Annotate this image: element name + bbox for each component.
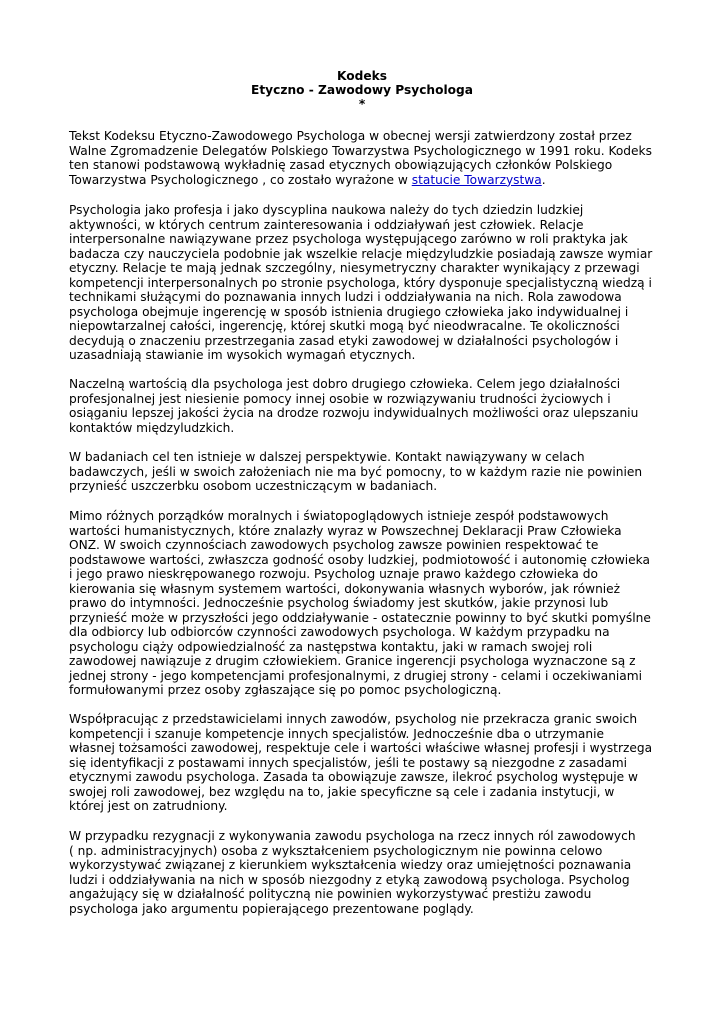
text-line: zawodowej nawiązuje z drugim człowiekiem. Granice ingerencji psychologa wyznaczone są z: [69, 654, 636, 668]
paragraph-research: [69, 450, 659, 494]
text-line: własnej tożsamości zawodowej, respektuje cele i wartości właściwe własnej profesji i wystrzega: [69, 741, 653, 755]
text-segment: .: [541, 172, 546, 187]
text-line: ten stanowi podstawową wykładnię zasad etycznych obowiązujących członków Polskiego: [69, 158, 613, 172]
paragraph-psychology-profession: [69, 203, 659, 363]
text-line: profesjonalnej jest niesienie pomocy innej osobie w rozwiązywaniu trudności życiowych i: [69, 391, 611, 406]
text-line: kompetencji interpersonalnych po stronie psychologa, który dysponuje specjalistyczną wiedzą i: [69, 275, 652, 290]
text-line: technikami służącymi do poznawania innych ludzi i oddziaływania na nich. Rola zawodowa: [69, 290, 622, 304]
text-line: badacza czy nauczyciela podobnie jak wszelkie relacje międzyludzkie posiadają zawsze wymiar: [69, 246, 653, 261]
text-line: ludzi i oddziaływania na nich w sposób niezgodny z etyką zawodową psychologa. Psycholog: [69, 872, 630, 887]
text-line: której jest on zatrudniony.: [69, 799, 228, 813]
text-line: wykorzystywać związanej z kierunkiem wykształcenia wiedzy oraz umiejętności poznawania: [69, 858, 632, 872]
text-segment: Towarzystwa Psychologicznego , co zostało wyrażone w: [69, 172, 412, 187]
paragraph-intro: [69, 129, 659, 187]
text-line: Walne Zgromadzenie Delegatów Polskiego Towarzystwa Psychologicznego w 1991 roku. Kodeks: [69, 143, 652, 158]
text-line: interpersonalne nawiązywane przez psychologa występującego zarówno w roli praktyka jak: [69, 232, 628, 246]
text-line: prawo do intymności. Jednocześnie psycholog świadomy jest skutków, jakie przynosi lub: [69, 596, 609, 610]
text-line: formułowanymi przez osoby zgłaszające się po pomoc psychologiczną.: [69, 683, 502, 697]
text-line: W badaniach cel ten istnieje w dalszej perspektywie. Kontakt nawiązywany w celach: [69, 450, 585, 464]
paragraph-human-values: [69, 509, 659, 698]
paragraph-career-change: [69, 829, 659, 916]
text-line: ( np. administracyjnych) osoba z wykształceniem psychologicznym nie powinna celowo: [69, 843, 603, 858]
text-line: i jego prawo nieskrępowanego rozwoju. Psycholog uznaje prawo każdego człowieka do: [69, 567, 598, 581]
text-line: kontaktów międzyludzkich.: [69, 420, 235, 435]
text-line: osiąganiu lepszej jakości życia na drodze rozwoju indywidualnych możliwości oraz ulepszaniu: [69, 406, 639, 420]
text-line: Współpracując z przedstawicielami innych zawodów, psycholog nie przekracza granic swoich: [69, 712, 638, 726]
statute-link[interactable]: statucie Towarzystwa: [411, 172, 542, 187]
text-line: jednej strony - jego kompetencjami profesjonalnymi, z drugiej strony - celami i oczekiwaniami: [69, 668, 643, 683]
text-line-with-link: [69, 173, 659, 188]
text-line: się identyfikacji z postawami innych specjalistów, jeśli te postawy są niezgodne z zasadami: [69, 755, 627, 770]
text-line: przynieść może w przyszłości jego oddziaływanie - ostatecznie powinny to być skutki pomyślne: [69, 610, 651, 625]
paragraph-cooperation: [69, 712, 659, 814]
text-line: wartości humanistycznych, które znalazły wyraz w Powszechnej Deklaracji Praw Człowieka: [69, 523, 622, 538]
text-line: angażujący się w działalność polityczną nie powinien wykorzystywać prestiżu zawodu: [69, 887, 592, 901]
text-line: kompetencji i szanuje kompetencje innych specjalistów. Jednocześnie dba o utrzymanie: [69, 726, 604, 741]
text-line: psychologu ciąży odpowiedzialność za następstwa kontaktu, jaki w ramach swojej roli: [69, 639, 593, 654]
header-title-line-2: Etyczno - Zawodowy Psychologa: [251, 83, 473, 97]
text-line: swojej roli zawodowej, bez względu na to, jakie specyficzne są cele i zadania instytucji, w: [69, 784, 615, 799]
text-line: Naczelną wartością dla psychologa jest dobro drugiego człowieka. Celem jego działalności: [69, 377, 621, 391]
text-line: Psychologia jako profesja i jako dyscyplina naukowa należy do tych dziedzin ludzkiej: [69, 203, 584, 217]
text-line: etyczny. Relacje te mają jednak szczególny, niesymetryczny charakter wynikający z przewagi: [69, 261, 640, 275]
text-line: Mimo różnych porządków moralnych i światopoglądowych istnieje zespół podstawowych: [69, 509, 609, 523]
text-line: przynieść uszczerbku osobom uczestniczącym w badaniach.: [69, 479, 438, 493]
text-line: podstawowe wartości, zwłaszcza godność osoby ludzkiej, podmiotowość i autonomię człowieka: [69, 552, 650, 567]
text-line: Tekst Kodeksu Etyczno-Zawodowego Psychologa w obecnej wersji zatwierdzony został przez: [69, 129, 632, 143]
text-line: ONZ. W swoich czynnościach zawodowych psycholog zawsze powinien respektować te: [69, 538, 599, 552]
header-title-line-1: Kodeks: [337, 69, 387, 83]
text-line: W przypadku rezygnacji z wykonywania zawodu psychologa na rzecz innych ról zawodowych: [69, 829, 636, 843]
paragraph-core-value: [69, 377, 659, 435]
text-line: uzasadniają stawianie im wysokich wymagań etycznych.: [69, 348, 416, 362]
text-line: aktywności, w których centrum zainteresowania i oddziaływań jest człowiek. Relacje: [69, 217, 584, 232]
text-line: kierowania się własnym systemem wartości, dokonywania własnych wyborów, jak również: [69, 581, 621, 596]
text-line: etycznymi zawodu psychologa. Zasada ta obowiązuje zawsze, ilekroć psycholog występuje w: [69, 770, 638, 784]
text-line: psychologa jako argumentu popierającego prezentowane poglądy.: [69, 901, 474, 916]
text-line: decydują o znaczeniu przestrzegania zasad etyki zawodowej w działalności psychologów i: [69, 333, 619, 348]
text-line: niepowtarzalnej całości, ingerencję, której skutki mogą być nieodwracalne. Te okoliczności: [69, 319, 620, 333]
text-line: dla odbiorcy lub odbiorców czynności zawodowych psychologa. W każdym przypadku na: [69, 625, 610, 639]
text-line: badawczych, jeśli w swoich założeniach nie ma być pomocny, to w każdym razie nie powinien: [69, 464, 643, 479]
header-asterisk: *: [358, 97, 366, 111]
text-line: psychologa obejmuje ingerencję w sposób istnienia drugiego człowieka jako indywidualnej i: [69, 304, 629, 319]
document-header: [56, 69, 668, 111]
